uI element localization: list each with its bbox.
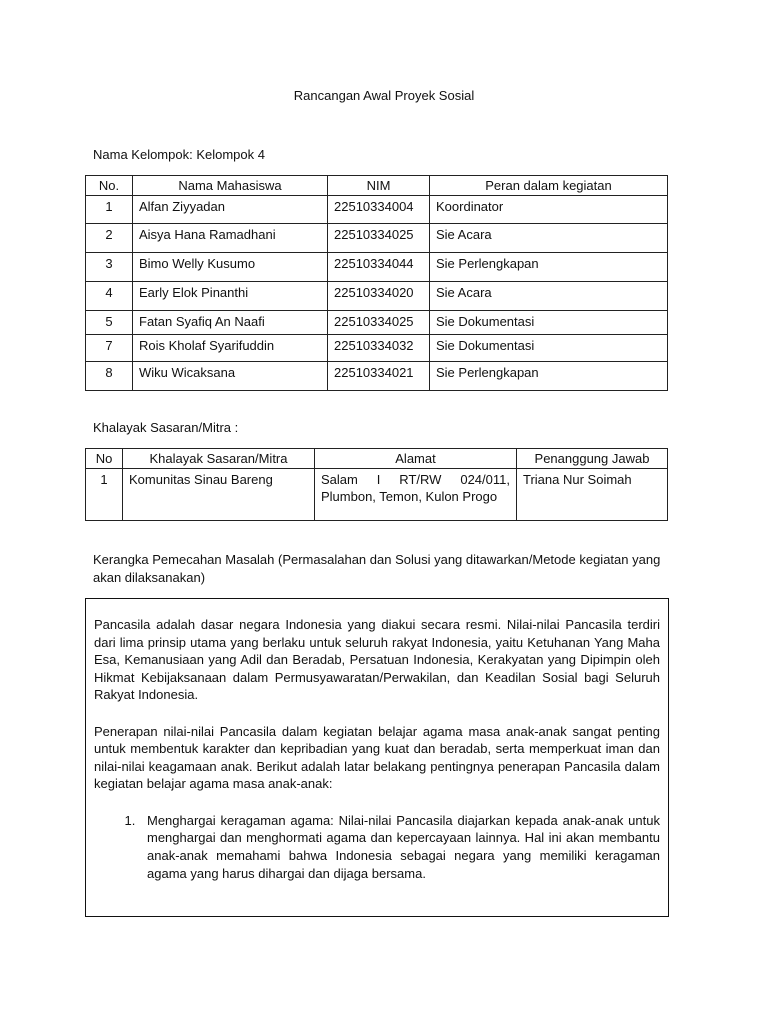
table-row <box>86 361 668 390</box>
table-row <box>86 195 668 223</box>
row-role: Sie Dokumentasi <box>430 334 668 361</box>
row-no: 3 <box>86 252 133 281</box>
col-header-no: No <box>86 449 123 469</box>
row-nim: 22510334044 <box>328 252 430 281</box>
members-table <box>85 175 668 391</box>
col-header-pic: Penanggung Jawab <box>517 449 668 469</box>
row-no: 7 <box>86 334 133 361</box>
row-role: Sie Perlengkapan <box>430 361 668 390</box>
row-partner: Komunitas Sinau Bareng <box>123 468 315 520</box>
col-header-no: No. <box>86 176 133 196</box>
khalayak-heading: Khalayak Sasaran/Mitra : <box>93 420 239 435</box>
row-role: Sie Perlengkapan <box>430 252 668 281</box>
row-role: Sie Acara <box>430 223 668 252</box>
row-name: Fatan Syafiq An Naafi <box>133 310 328 334</box>
row-role: Sie Dokumentasi <box>430 310 668 334</box>
col-header-name: Nama Mahasiswa <box>133 176 328 196</box>
row-pic: Triana Nur Soimah <box>517 468 668 520</box>
table-row <box>86 468 668 520</box>
members-table-header <box>86 176 668 196</box>
group-name-line: Nama Kelompok: Kelompok 4 <box>93 147 265 162</box>
row-nim: 22510334020 <box>328 281 430 310</box>
row-no: 8 <box>86 361 133 390</box>
table-row <box>86 334 668 361</box>
row-no: 1 <box>86 468 123 520</box>
kerangka-heading: Kerangka Pemecahan Masalah (Permasalahan dan Solusi yang ditawarkan/Metode kegiatan yang akan dilaksanakan) <box>93 552 661 585</box>
paragraph-pancasila: Pancasila adalah dasar negara Indonesia yang diakui secara resmi. Nilai-nilai Pancasila terdiri dari lima prinsip utama yang berlaku untuk seluruh rakyat Indonesia, yaitu Ketuhanan Yang Maha Esa, Kemanusiaan yang Adil dan Beradab, Persatuan Indonesia, Kerakyatan yang Dipimpin oleh Hikmat Kebijaksanaan dalam Permusyawaratan/Perwakilan, dan Keadilan Sosial bagi Seluruh Rakyat Indonesia. <box>94 617 660 703</box>
col-header-role: Peran dalam kegiatan <box>430 176 668 196</box>
partner-table-header <box>86 449 668 469</box>
row-no: 4 <box>86 281 133 310</box>
table-row <box>86 223 668 252</box>
row-nim: 22510334025 <box>328 223 430 252</box>
col-header-address: Alamat <box>315 449 517 469</box>
row-no: 2 <box>86 223 133 252</box>
row-name: Wiku Wicaksana <box>133 361 328 390</box>
numbered-list <box>94 812 660 882</box>
row-name: Aisya Hana Ramadhani <box>133 223 328 252</box>
row-no: 5 <box>86 310 133 334</box>
partner-table <box>85 448 668 521</box>
table-row <box>86 252 668 281</box>
row-nim: 22510334021 <box>328 361 430 390</box>
table-row <box>86 310 668 334</box>
row-role: Sie Acara <box>430 281 668 310</box>
document-title: Rancangan Awal Proyek Sosial <box>293 88 475 103</box>
col-header-nim: NIM <box>328 176 430 196</box>
row-address: Salam I RT/RW 024/011, Plumbon, Temon, Kulon Progo <box>315 468 517 520</box>
row-name: Rois Kholaf Syarifuddin <box>133 334 328 361</box>
row-name: Bimo Welly Kusumo <box>133 252 328 281</box>
list-item: 1. Menghargai keragaman agama: Nilai-nilai Pancasila diajarkan kepada anak-anak untuk menghargai dan menghormati agama dan kepercayaan lainnya. Hal ini akan membantu anak-anak memahami bahwa Indonesia sebagai negara yang memiliki keragaman agama yang harus dihargai dan dijaga bersama. <box>139 812 660 882</box>
col-header-partner: Khalayak Sasaran/Mitra <box>123 449 315 469</box>
row-nim: 22510334032 <box>328 334 430 361</box>
row-no: 1 <box>86 195 133 223</box>
table-row <box>86 281 668 310</box>
row-name: Alfan Ziyyadan <box>133 195 328 223</box>
problem-solving-box <box>85 598 669 917</box>
row-nim: 22510334004 <box>328 195 430 223</box>
row-name: Early Elok Pinanthi <box>133 281 328 310</box>
row-role: Koordinator <box>430 195 668 223</box>
row-nim: 22510334025 <box>328 310 430 334</box>
paragraph-penerapan: Penerapan nilai-nilai Pancasila dalam kegiatan belajar agama masa anak-anak sangat penting untuk membentuk karakter dan kepribadian yang kuat dan beradab, serta memperkuat iman dan nilai-nilai keagamaan anak. Berikut adalah latar belakang pentingnya penerapan Pancasila dalam kegiatan belajar agama masa anak-anak: <box>94 723 660 792</box>
